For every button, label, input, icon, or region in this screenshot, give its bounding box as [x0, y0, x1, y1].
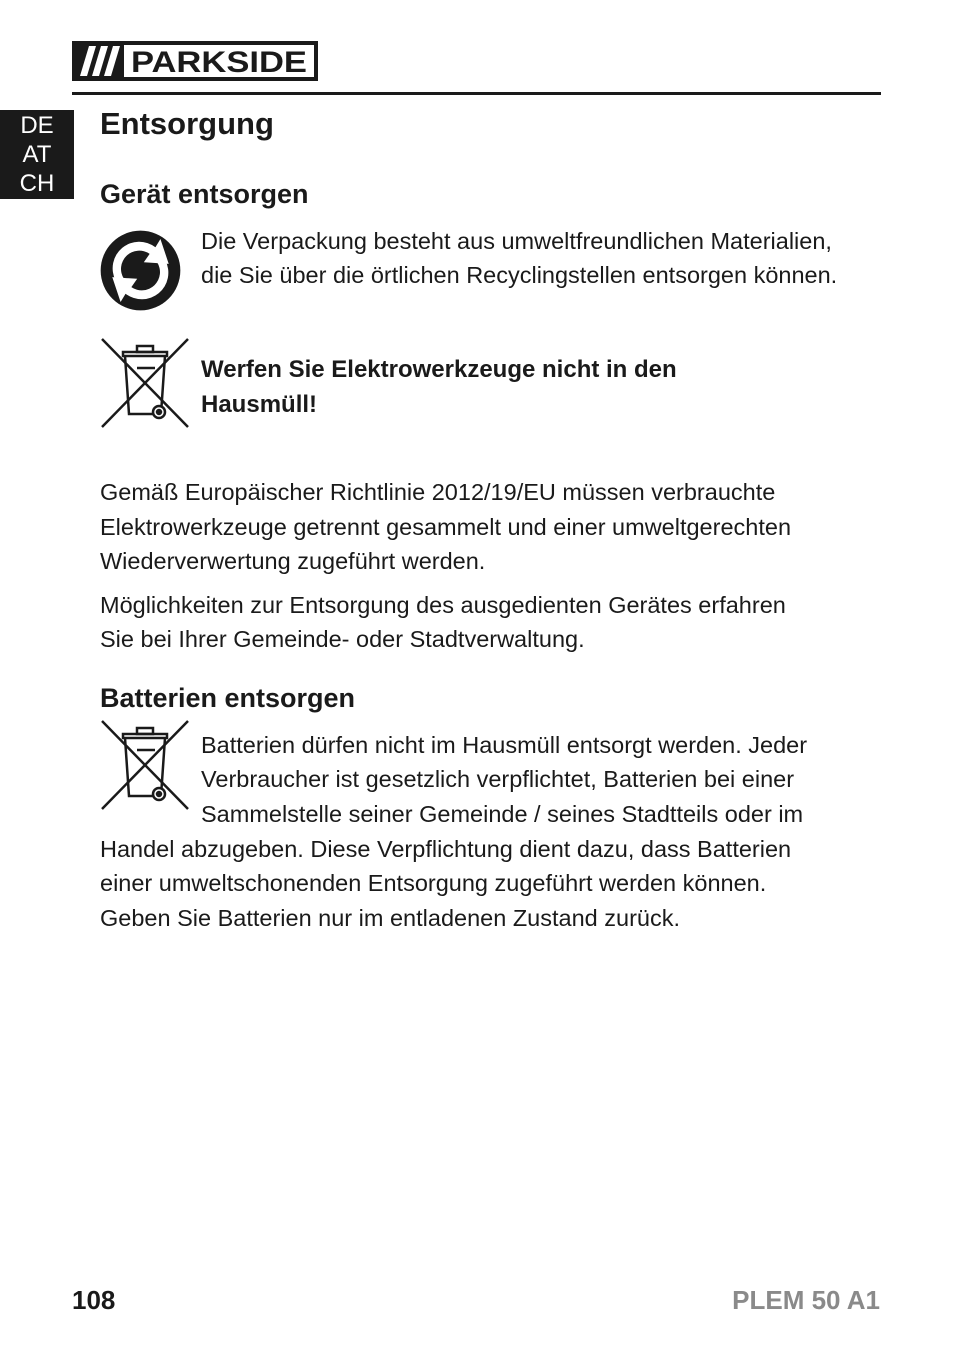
section-heading-device: Gerät entsorgen	[100, 179, 309, 209]
battery-text-line-3: Sammelstelle seiner Gemeinde / seines Stadtteils oder im	[201, 801, 804, 827]
disposal-options-line-2: Sie bei Ihrer Gemeinde- oder Stadtverwaltung.	[100, 626, 585, 652]
model-name: PLEM 50 A1	[732, 1285, 880, 1315]
battery-text-line-1: Batterien dürfen nicht im Hausmüll entsorgt werden. Jeder	[201, 732, 808, 758]
packaging-text-line-1: Die Verpackung besteht aus umweltfreundlichen Materialien,	[201, 228, 832, 254]
brand-name: PARKSIDE	[131, 46, 307, 79]
crossed-bin-icon	[99, 718, 191, 812]
directive-text-line-1: Gemäß Europäischer Richtlinie 2012/19/EU müssen verbrauchte	[100, 479, 776, 505]
language-tab	[0, 110, 74, 199]
crossed-bin-icon	[99, 336, 191, 430]
battery-text-line-4: Handel abzugeben. Diese Verpflichtung dient dazu, dass Batterien	[100, 836, 792, 862]
directive-text-line-2: Elektrowerkzeuge getrennt gesammelt und einer umweltgerechten	[100, 514, 792, 540]
header-divider	[72, 92, 881, 95]
section-heading-batteries: Batterien entsorgen	[100, 683, 356, 713]
warning-text-line-1: Werfen Sie Elektrowerkzeuge nicht in den	[201, 356, 677, 383]
packaging-text-line-2: die Sie über die örtlichen Recyclingstellen entsorgen können.	[201, 262, 838, 288]
battery-text-line-5: einer umweltschonenden Entsorgung zugeführt werden können.	[100, 870, 767, 896]
lang-de: DE	[20, 112, 54, 139]
battery-text-line-6: Geben Sie Batterien nur im entladenen Zustand zurück.	[100, 905, 681, 931]
page-number: 108	[72, 1285, 116, 1315]
warning-text-line-2: Hausmüll!	[201, 391, 318, 418]
directive-text-line-3: Wiederverwertung zugeführt werden.	[100, 548, 486, 574]
parkside-logo	[72, 41, 318, 81]
lang-at: AT	[22, 141, 52, 168]
recycling-icon	[99, 229, 182, 312]
lang-ch: CH	[19, 170, 55, 197]
page-title: Entsorgung	[100, 106, 274, 141]
battery-text-line-2: Verbraucher ist gesetzlich verpflichtet, Batterien bei einer	[201, 766, 795, 792]
disposal-options-line-1: Möglichkeiten zur Entsorgung des ausgedienten Gerätes erfahren	[100, 592, 786, 618]
